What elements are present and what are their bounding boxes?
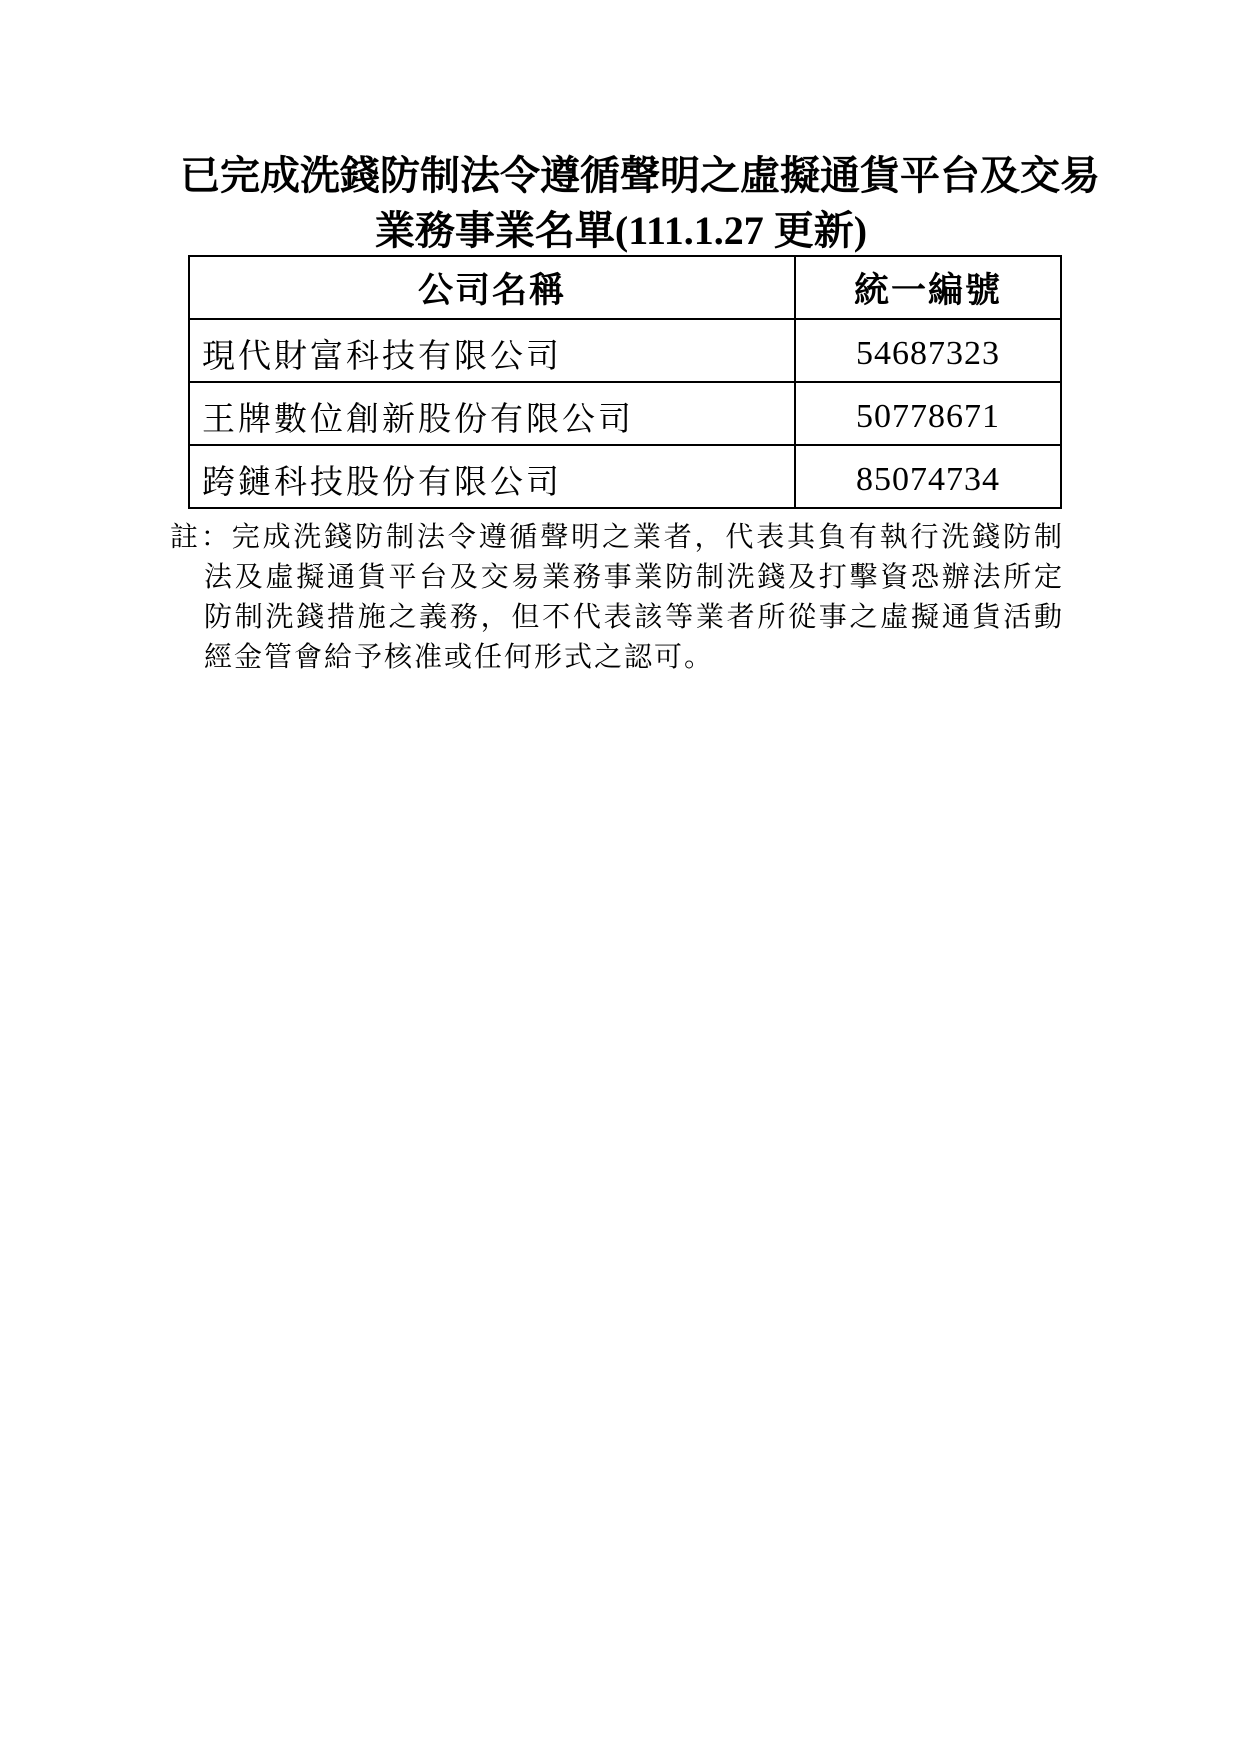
company-table (188, 255, 1062, 509)
company-name-cell: 跨鏈科技股份有限公司 (189, 445, 795, 508)
company-name-cell: 現代財富科技有限公司 (189, 319, 795, 382)
page-title-line-2: 業務事業名單(111.1.27 更新) (374, 208, 868, 253)
unified-business-number-cell: 85074734 (795, 445, 1061, 508)
page-title-line-1: 已完成洗錢防制法令遵循聲明之虛擬通貨平台及交易 (180, 153, 1100, 198)
page-title (180, 148, 1100, 258)
unified-business-number-cell: 54687323 (795, 319, 1061, 382)
footnote (170, 518, 1064, 678)
table-row (189, 382, 1061, 445)
company-name-cell: 王牌數位創新股份有限公司 (189, 382, 795, 445)
footnote-label: 註： (170, 522, 232, 553)
column-header-company-name: 公司名稱 (189, 256, 795, 319)
footnote-text: 完成洗錢防制法令遵循聲明之業者，代表其負有執行洗錢防制法及虛擬通貨平台及交易業務事業防制洗錢及打擊資恐辦法所定防制洗錢措施之義務，但不代表該等業者所從事之虛擬通貨活動經金管會給予核准或任何形式之認可。 (204, 522, 1064, 673)
table-row (189, 319, 1061, 382)
unified-business-number-cell: 50778671 (795, 382, 1061, 445)
table-row (189, 445, 1061, 508)
table-header-row (189, 256, 1061, 319)
column-header-unified-business-number: 統一編號 (795, 256, 1061, 319)
